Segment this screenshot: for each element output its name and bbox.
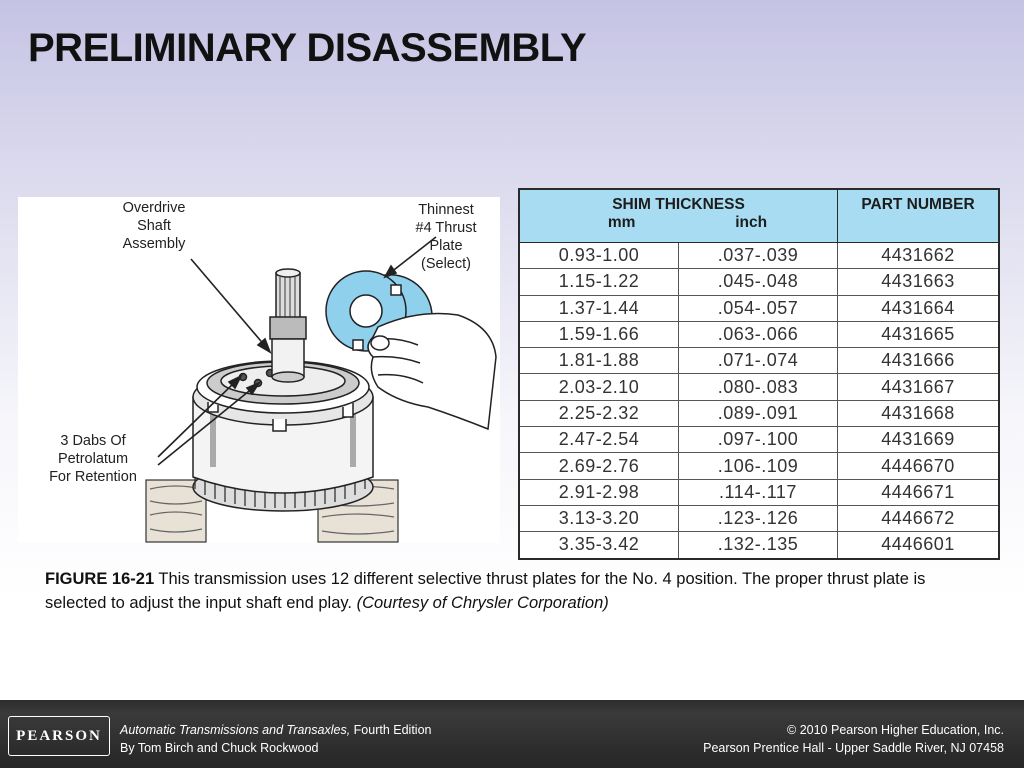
shim-thickness-table xyxy=(518,188,1000,560)
table-row xyxy=(519,243,999,269)
label-thrust-3: Plate xyxy=(429,238,463,254)
cell-mm: 1.59-1.66 xyxy=(519,321,679,347)
table-row xyxy=(519,479,999,505)
table-row xyxy=(519,532,999,559)
cell-part-number: 4431665 xyxy=(838,321,1000,347)
label-dabs-1: 3 Dabs Of xyxy=(60,433,126,449)
table-row xyxy=(519,348,999,374)
footer-book-title: Automatic Transmissions and Transaxles, xyxy=(120,723,351,737)
cell-inch: .037-.039 xyxy=(679,243,838,269)
cell-part-number: 4431666 xyxy=(838,348,1000,374)
cell-mm: 1.37-1.44 xyxy=(519,295,679,321)
table-row xyxy=(519,321,999,347)
label-dabs-3: For Retention xyxy=(49,469,137,485)
cell-part-number: 4431662 xyxy=(838,243,1000,269)
cell-inch: .132-.135 xyxy=(679,532,838,559)
cell-inch: .054-.057 xyxy=(679,295,838,321)
header-shim-thickness xyxy=(519,189,838,243)
cell-mm: 1.81-1.88 xyxy=(519,348,679,374)
cell-inch: .080-.083 xyxy=(679,374,838,400)
transmission-illustration xyxy=(18,197,500,543)
footer-bar xyxy=(0,700,1024,768)
table-row xyxy=(519,453,999,479)
table-row xyxy=(519,269,999,295)
cell-mm: 0.93-1.00 xyxy=(519,243,679,269)
cell-inch: .114-.117 xyxy=(679,479,838,505)
figure-caption xyxy=(45,567,945,615)
cell-inch: .089-.091 xyxy=(679,400,838,426)
table-row xyxy=(519,427,999,453)
cell-mm: 2.03-2.10 xyxy=(519,374,679,400)
cell-part-number: 4446670 xyxy=(838,453,1000,479)
cell-part-number: 4431663 xyxy=(838,269,1000,295)
cell-mm: 2.25-2.32 xyxy=(519,400,679,426)
cell-part-number: 4431668 xyxy=(838,400,1000,426)
figure-number: FIGURE 16-21 xyxy=(45,570,155,588)
table-row xyxy=(519,505,999,531)
footer-authors: By Tom Birch and Chuck Rockwood xyxy=(120,741,319,755)
label-overdrive-3: Assembly xyxy=(122,236,186,252)
footer-publisher-info xyxy=(703,721,1004,757)
footer-publisher: Pearson Prentice Hall - Upper Saddle River, NJ 07458 xyxy=(703,741,1004,755)
cell-inch: .045-.048 xyxy=(679,269,838,295)
label-thrust-1: Thinnest xyxy=(418,202,474,218)
drum-assembly xyxy=(193,361,373,511)
overdrive-shaft xyxy=(270,269,306,382)
cell-part-number: 4446601 xyxy=(838,532,1000,559)
cell-part-number: 4446671 xyxy=(838,479,1000,505)
cell-part-number: 4446672 xyxy=(838,505,1000,531)
cell-inch: .071-.074 xyxy=(679,348,838,374)
label-dabs-2: Petrolatum xyxy=(57,451,129,467)
cell-mm: 2.91-2.98 xyxy=(519,479,679,505)
cell-inch: .123-.126 xyxy=(679,505,838,531)
table-row xyxy=(519,295,999,321)
slide-title: PRELIMINARY DISASSEMBLY xyxy=(28,26,587,70)
cell-mm: 2.69-2.76 xyxy=(519,453,679,479)
cell-part-number: 4431667 xyxy=(838,374,1000,400)
table-row xyxy=(519,374,999,400)
label-thrust-4: (Select) xyxy=(421,256,471,272)
header-inch: inch xyxy=(735,214,768,231)
label-thrust-2: #4 Thrust xyxy=(415,220,477,236)
cell-mm: 2.47-2.54 xyxy=(519,427,679,453)
cell-mm: 1.15-1.22 xyxy=(519,269,679,295)
table-header-row xyxy=(519,189,999,243)
cell-mm: 3.35-3.42 xyxy=(519,532,679,559)
table-body xyxy=(519,243,999,559)
illustration-drawing xyxy=(18,197,500,543)
footer-copyright: © 2010 Pearson Higher Education, Inc. xyxy=(787,723,1004,737)
header-mm: mm xyxy=(607,214,636,231)
caption-text: This transmission uses 12 different selective thrust plates for the No. 4 position. The proper thrust plate is selected to adjust the input shaft end play. xyxy=(45,570,926,612)
cell-part-number: 4431669 xyxy=(838,427,1000,453)
header-shim-label: SHIM THICKNESS xyxy=(612,196,745,213)
label-overdrive-1: Overdrive xyxy=(122,200,186,216)
caption-credit: (Courtesy of Chrysler Corporation) xyxy=(356,594,609,612)
pearson-logo: PEARSON xyxy=(8,716,110,756)
cell-mm: 3.13-3.20 xyxy=(519,505,679,531)
cell-inch: .106-.109 xyxy=(679,453,838,479)
cell-inch: .097-.100 xyxy=(679,427,838,453)
hand xyxy=(368,314,496,430)
cell-part-number: 4431664 xyxy=(838,295,1000,321)
table-row xyxy=(519,400,999,426)
footer-edition: Fourth Edition xyxy=(350,723,432,737)
footer-book-info xyxy=(120,721,431,757)
cell-inch: .063-.066 xyxy=(679,321,838,347)
label-overdrive-2: Shaft xyxy=(137,218,171,234)
header-part-number: PART NUMBER xyxy=(838,189,1000,243)
